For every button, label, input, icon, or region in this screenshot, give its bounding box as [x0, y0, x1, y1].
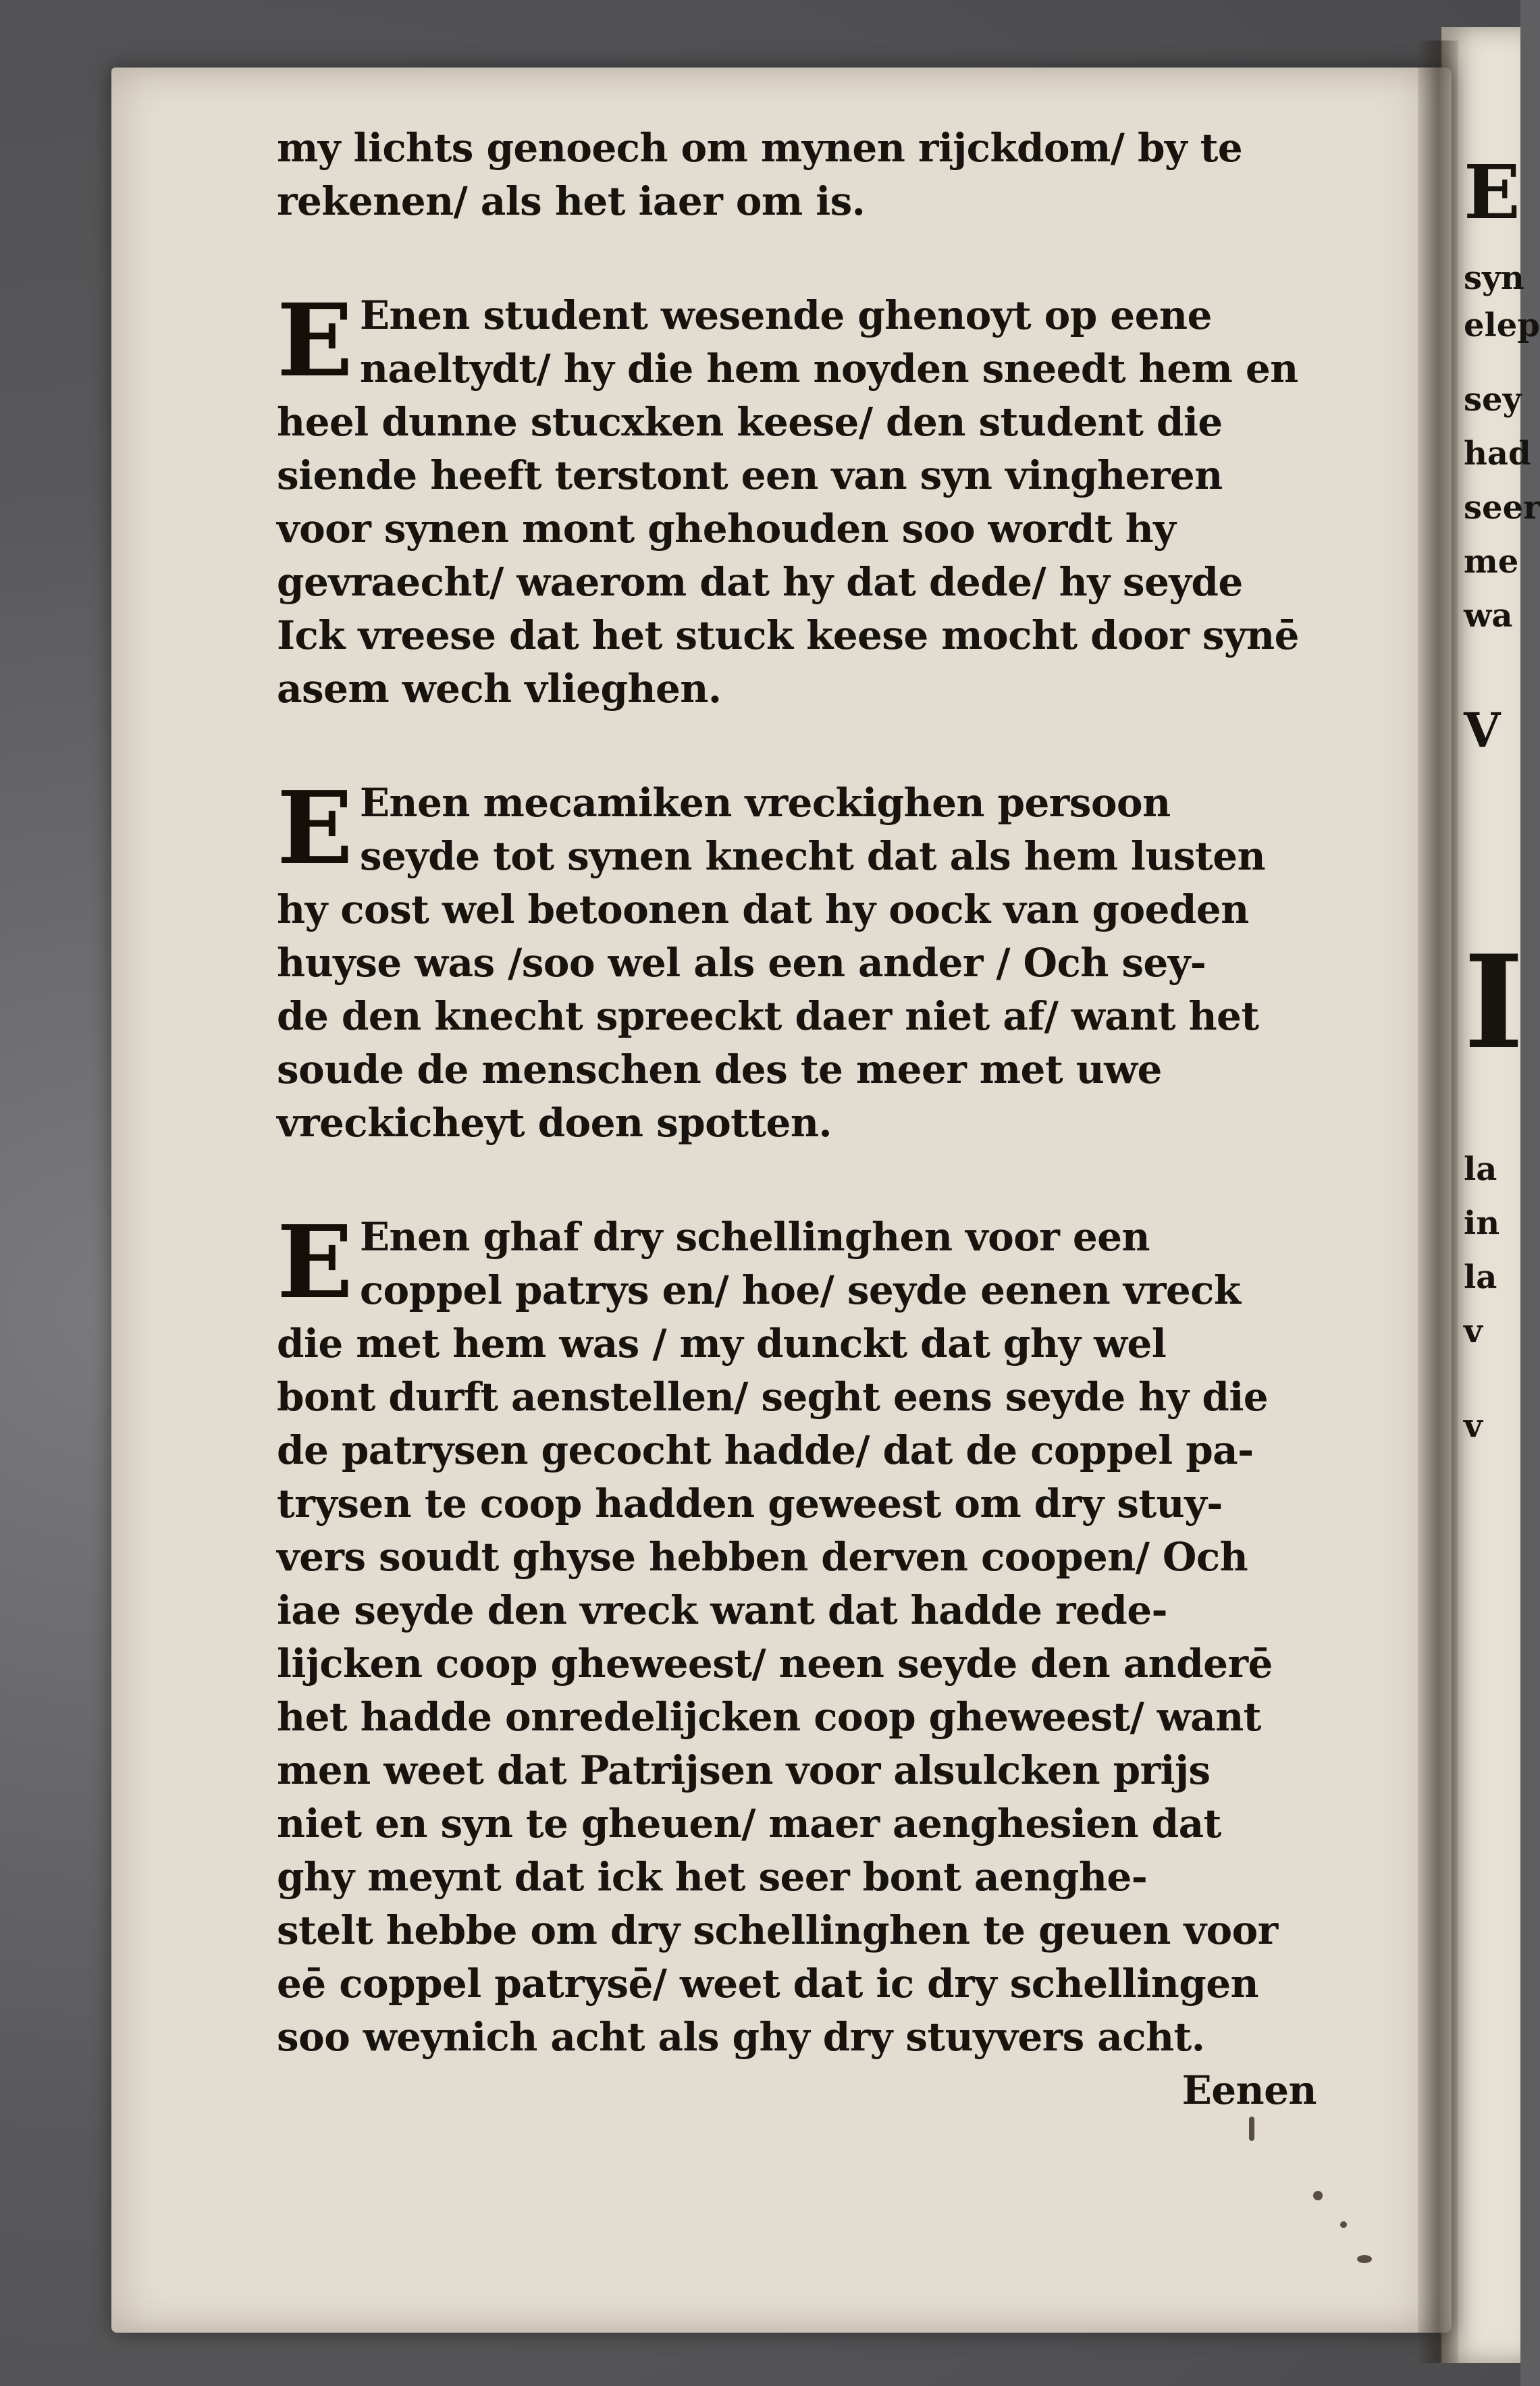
ink-speck — [1340, 2221, 1347, 2228]
text-line: Enen ghaf dry schellinghen voor een — [359, 1214, 1150, 1260]
text-line: seyde tot synen knecht dat als hem lusten — [359, 833, 1266, 879]
facing-page-fragment: seer — [1464, 489, 1540, 527]
text-line: eē coppel patrysē/ weet dat ic dry schellingen — [277, 1961, 1259, 2007]
ink-speck — [1357, 2255, 1372, 2263]
facing-page-fragment: sey — [1464, 381, 1522, 419]
facing-page-fragment: v — [1464, 1313, 1483, 1350]
facing-page-fragment: syn — [1464, 259, 1524, 297]
text-line: vreckicheyt doen spotten. — [277, 1100, 832, 1146]
text-line: vers soudt ghyse hebben derven coopen/ Och — [277, 1534, 1248, 1580]
text-line: de den knecht spreeckt daer niet af/ want het — [277, 993, 1259, 1039]
catchword: Eenen — [1181, 2067, 1317, 2113]
facing-page-fragment: elep — [1464, 307, 1540, 344]
facing-page-fragment: had — [1464, 435, 1531, 473]
text-line: heel dunne stucxken keese/ den student die — [277, 399, 1223, 445]
text-line: iae seyde den vreck want dat hadde rede- — [277, 1587, 1168, 1633]
text-line: asem wech vlieghen. — [277, 666, 722, 712]
drop-initial: E — [277, 282, 353, 399]
text-line: die met hem was / my dunckt dat ghy wel — [277, 1321, 1167, 1367]
text-line: gevraecht/ waerom dat hy dat dede/ hy seyde — [277, 559, 1243, 605]
facing-page-fragment: la — [1464, 1150, 1497, 1188]
facing-page-initial: I — [1464, 927, 1524, 1078]
drop-initial: E — [277, 1203, 353, 1321]
text-line: Ick vreese dat het stuck keese mocht door synē — [277, 612, 1299, 658]
text-line: my lichts genoech om mynen rijckdom/ by te — [277, 125, 1243, 171]
facing-page-fragment: wa — [1464, 597, 1513, 635]
text-line: Enen student wesende ghenoyt op eene — [359, 292, 1212, 338]
drop-initial: E — [277, 769, 353, 886]
text-line: stelt hebbe om dry schellinghen te geuen voor — [277, 1907, 1278, 1953]
text-line: soude de menschen des te meer met uwe — [277, 1046, 1162, 1092]
text-line: hy cost wel betoonen dat hy oock van goeden — [277, 886, 1249, 932]
text-line: trysen te coop hadden geweest om dry stuy- — [277, 1481, 1223, 1527]
text-line: bont durft aenstellen/ seght eens seyde hy die — [277, 1374, 1269, 1420]
text-line: men weet dat Patrijsen voor alsulcken prijs — [277, 1747, 1211, 1793]
facing-page-fragment: v — [1464, 1407, 1483, 1445]
text-line: naeltydt/ hy die hem noyden sneedt hem en — [359, 346, 1298, 392]
facing-page-fragment: V — [1464, 702, 1501, 758]
facing-page-initial: E — [1464, 149, 1520, 236]
ink-speck — [1313, 2191, 1323, 2200]
text-line: Enen mecamiken vreckighen persoon — [359, 780, 1171, 826]
text-line: rekenen/ als het iaer om is. — [277, 178, 866, 224]
paragraph-partridges — [277, 1203, 1317, 2117]
text-line: soo weynich acht als ghy dry stuyvers acht. — [277, 2014, 1205, 2060]
text-line: lijcken coop gheweest/ neen seyde den anderē — [277, 1641, 1273, 1687]
text-line: siende heeft terstont een van syn vingheren — [277, 452, 1223, 498]
facing-page-fragment: me — [1464, 543, 1519, 581]
text-line: voor synen mont ghehouden soo wordt hy — [277, 506, 1176, 552]
text-line: niet en syn te gheuen/ maer aenghesien dat — [277, 1801, 1221, 1847]
text-line: huyse was /soo wel als een ander / Och sey- — [277, 940, 1206, 986]
opening-lines — [277, 122, 1317, 228]
paragraph-miser — [277, 769, 1317, 1150]
book-gutter — [1418, 41, 1458, 2363]
page-text — [277, 122, 1317, 2117]
text-line: het hadde onredelijcken coop gheweest/ want — [277, 1694, 1261, 1740]
ink-stroke — [1249, 2117, 1254, 2141]
facing-page-fragment: la — [1464, 1258, 1497, 1296]
paragraph-student — [277, 282, 1317, 716]
text-line: de patrysen gecocht hadde/ dat de coppel pa- — [277, 1427, 1254, 1473]
text-line: coppel patrys en/ hoe/ seyde eenen vreck — [359, 1267, 1241, 1313]
text-line: ghy meynt dat ick het seer bont aenghe- — [277, 1854, 1148, 1900]
facing-page-fragment: in — [1464, 1204, 1500, 1242]
